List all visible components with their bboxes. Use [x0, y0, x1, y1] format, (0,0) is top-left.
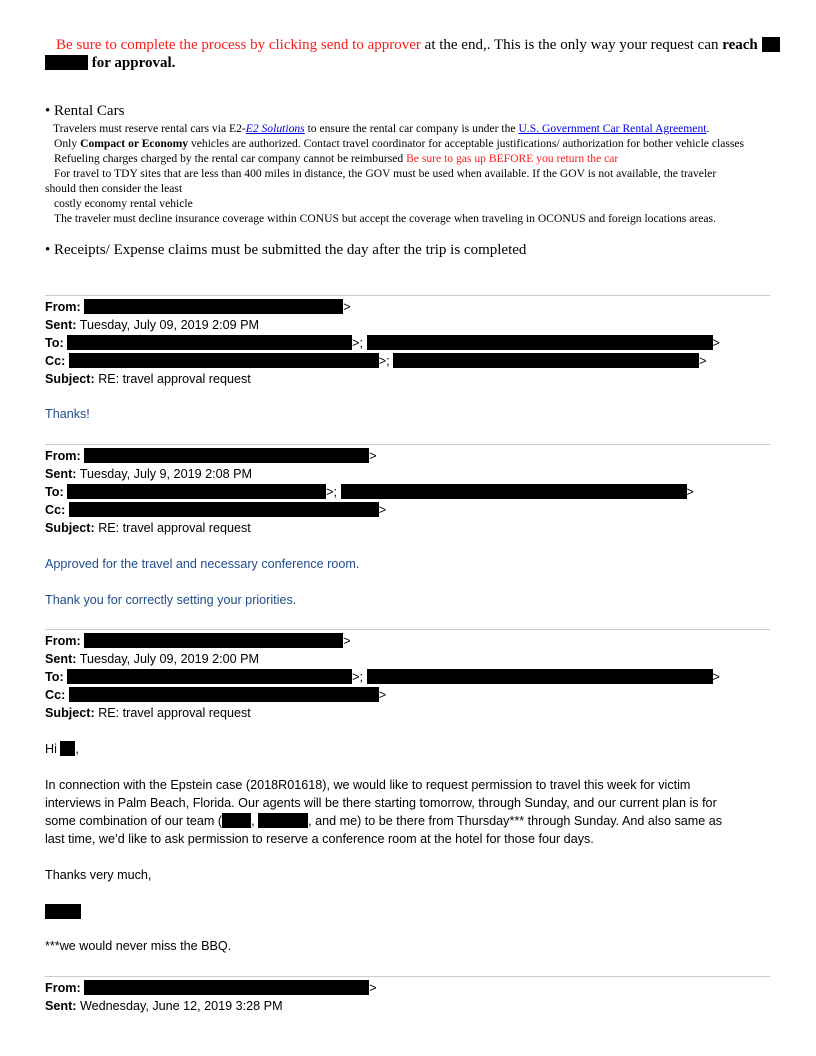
subject-value: RE: travel approval request [98, 372, 251, 386]
notice-red: Be sure to complete the process by clicking send to approver [56, 37, 421, 53]
text: , and me) to be there from Thursday*** through Sunday. And also same as [308, 814, 723, 828]
divider [45, 976, 770, 977]
label: Subject: [45, 706, 95, 720]
notice-bold2: for approval. [91, 55, 176, 71]
label: To: [45, 336, 64, 350]
redaction [67, 669, 352, 684]
redaction [367, 669, 713, 684]
text: , [251, 814, 259, 828]
email-subject [45, 704, 251, 722]
email-cc [45, 501, 386, 519]
email-from [45, 979, 377, 997]
car-rental-agreement-link[interactable]: U.S. Government Car Rental Agreement [518, 122, 707, 135]
redaction [84, 980, 369, 995]
email-to [45, 483, 694, 501]
label: To: [45, 485, 64, 499]
email-body: Thanks! [45, 407, 90, 421]
rental-line: should then consider the least [45, 182, 183, 195]
text: > [378, 688, 387, 702]
text: > [699, 354, 707, 368]
redaction [393, 353, 699, 368]
sent-value: Wednesday, June 12, 2019 3:28 PM [79, 999, 283, 1013]
text: >; [326, 485, 338, 499]
email-body: In connection with the Epstein case (2018R01618), we would like to request permission to travel this week for victim [45, 778, 691, 792]
sent-value: Tuesday, July 09, 2019 2:00 PM [79, 652, 259, 666]
label: Cc: [45, 503, 66, 517]
text: Refueling charges charged by the rental car company cannot be reimbursed [54, 152, 407, 165]
label: Subject: [45, 372, 95, 386]
text: > [712, 670, 720, 684]
bullet-label: Rental Cars [54, 103, 125, 119]
email-to [45, 668, 720, 686]
rental-line: costly economy rental vehicle [54, 197, 193, 210]
text: > [712, 336, 720, 350]
rental-line: For travel to TDY sites that are less than 400 miles in distance, the GOV must be used when available. If the GOV is not available, the traveler [54, 167, 717, 180]
text: > [378, 503, 387, 517]
bullet-rental-cars: • Rental Cars [45, 103, 125, 119]
redaction [69, 353, 379, 368]
redaction [69, 502, 379, 517]
signature-redaction [45, 904, 81, 919]
text: . [706, 122, 710, 135]
label: Subject: [45, 521, 95, 535]
sent-value: Tuesday, July 09, 2019 2:09 PM [79, 318, 259, 332]
text: > [686, 485, 694, 499]
divider [45, 629, 770, 630]
text: to ensure the rental car company is under the [304, 122, 519, 135]
approver-notice [56, 36, 780, 54]
rental-line: The traveler must decline insurance coverage within CONUS but accept the coverage when traveling in OCONUS and foreign locations areas. [54, 212, 716, 225]
subject-value: RE: travel approval request [98, 521, 251, 535]
label: Sent: [45, 999, 77, 1013]
redaction [60, 741, 75, 756]
text: Travelers must reserve rental cars via E2- [53, 122, 246, 135]
label: From: [45, 300, 81, 314]
email-body: Thank you for correctly setting your priorities. [45, 593, 297, 607]
email-closing: Thanks very much, [45, 868, 152, 882]
email-body: Approved for the travel and necessary conference room. [45, 557, 360, 571]
divider [45, 295, 770, 296]
email-cc [45, 352, 707, 370]
email-sent [45, 650, 259, 668]
redaction [69, 687, 379, 702]
bullet-receipts: • Receipts/ Expense claims must be submitted the day after the trip is completed [45, 242, 527, 258]
email-from [45, 298, 351, 316]
redaction [341, 484, 687, 499]
redaction [84, 299, 343, 314]
email-to [45, 334, 720, 352]
notice-bold: reach [722, 37, 758, 53]
email-cc [45, 686, 386, 704]
text: >; [352, 336, 364, 350]
label: Cc: [45, 688, 66, 702]
text: > [343, 634, 351, 648]
text: > [369, 981, 377, 995]
text: >; [378, 354, 390, 368]
label: Sent: [45, 318, 77, 332]
email-subject [45, 370, 251, 388]
redaction [67, 335, 352, 350]
label: From: [45, 634, 81, 648]
redaction [762, 37, 780, 52]
redaction [84, 633, 343, 648]
label: From: [45, 981, 81, 995]
subject-value: RE: travel approval request [98, 706, 251, 720]
text: >; [352, 670, 364, 684]
email-sent [45, 997, 283, 1015]
approver-notice-cont [45, 54, 175, 72]
label: To: [45, 670, 64, 684]
divider [45, 444, 770, 445]
email-postscript: ***we would never miss the BBQ. [45, 939, 232, 953]
text: vehicles are authorized. Contact travel coordinator for acceptable justifications/ authorization for bother vehicle classes [188, 137, 745, 150]
email-body [45, 812, 722, 830]
email-subject [45, 519, 251, 537]
label: From: [45, 449, 81, 463]
redaction [67, 484, 326, 499]
redaction [367, 335, 713, 350]
bullet-label: Receipts/ Expense claims must be submitted the day after the trip is completed [54, 242, 527, 258]
text: Hi [45, 742, 61, 756]
text: > [369, 449, 377, 463]
text-bold: Compact or Economy [80, 137, 189, 150]
redaction [84, 448, 369, 463]
notice-text: at the end,. This is the only way your request can [420, 37, 723, 53]
label: Cc: [45, 354, 66, 368]
label: Sent: [45, 652, 77, 666]
text-red: Be sure to gas up BEFORE you return the car [406, 152, 619, 165]
email-from [45, 447, 377, 465]
text: Only [54, 137, 81, 150]
email-sent [45, 465, 252, 483]
redaction [45, 55, 88, 70]
text: , [75, 742, 79, 756]
email-body: interviews in Palm Beach, Florida. Our agents will be there starting tomorrow, through Sunday, and our current plan is for [45, 796, 717, 810]
e2-solutions-link[interactable]: E2 Solutions [245, 122, 305, 135]
email-sent [45, 316, 259, 334]
redaction [222, 813, 251, 828]
text: some combination of our team ( [45, 814, 223, 828]
text: > [343, 300, 351, 314]
email-greeting [45, 740, 79, 758]
email-body: last time, we’d like to ask permission to reserve a conference room at the hotel for those four days. [45, 832, 594, 846]
email-from [45, 632, 351, 650]
sent-value: Tuesday, July 9, 2019 2:08 PM [79, 467, 252, 481]
label: Sent: [45, 467, 77, 481]
redaction [258, 813, 308, 828]
